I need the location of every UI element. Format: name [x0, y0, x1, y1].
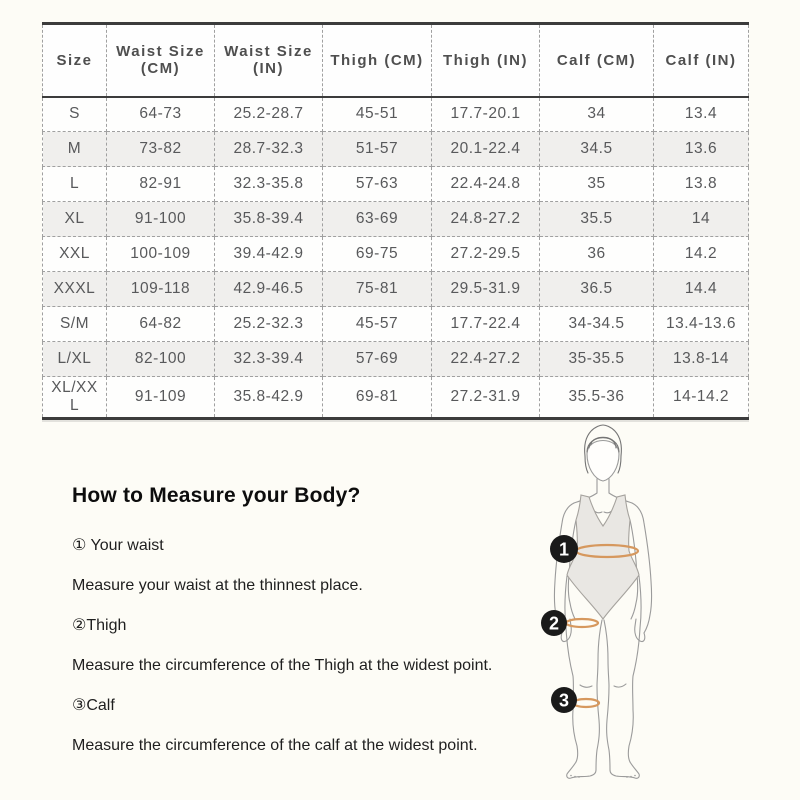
- value-cell: 13.8: [654, 167, 749, 202]
- value-cell: 34: [540, 97, 654, 132]
- table-body: [43, 97, 749, 419]
- size-cell: XL/XXL: [43, 377, 107, 419]
- value-cell: 45-57: [323, 307, 432, 342]
- value-cell: 14-14.2: [654, 377, 749, 419]
- value-cell: 73-82: [107, 132, 215, 167]
- value-cell: 45-51: [323, 97, 432, 132]
- body-figure-svg: [526, 422, 702, 794]
- size-cell: XL: [43, 202, 107, 237]
- value-cell: 82-100: [107, 342, 215, 377]
- value-cell: 34.5: [540, 132, 654, 167]
- size-cell: S: [43, 97, 107, 132]
- body-figure: [526, 422, 702, 794]
- step-label: ③Calf: [72, 697, 115, 714]
- step-description: Measure the circumference of the Thigh at the widest point.: [72, 657, 493, 674]
- size-table: [42, 22, 749, 420]
- size-cell: S/M: [43, 307, 107, 342]
- value-cell: 14.2: [654, 237, 749, 272]
- step-label: ②Thigh: [72, 617, 127, 634]
- step-label: ① Your waist: [72, 537, 164, 554]
- value-cell: 69-75: [323, 237, 432, 272]
- value-cell: 17.7-22.4: [432, 307, 540, 342]
- value-cell: 20.1-22.4: [432, 132, 540, 167]
- column-header: Thigh (IN): [432, 24, 540, 97]
- value-cell: 42.9-46.5: [215, 272, 323, 307]
- column-header: Waist Size (CM): [107, 24, 215, 97]
- table-row: [43, 307, 749, 342]
- value-cell: 17.7-20.1: [432, 97, 540, 132]
- value-cell: 35-35.5: [540, 342, 654, 377]
- value-cell: 100-109: [107, 237, 215, 272]
- column-header: Calf (CM): [540, 24, 654, 97]
- value-cell: 51-57: [323, 132, 432, 167]
- column-header: Size: [43, 24, 107, 97]
- value-cell: 64-82: [107, 307, 215, 342]
- table-row: [43, 97, 749, 132]
- column-header: Thigh (CM): [323, 24, 432, 97]
- column-header: Calf (IN): [654, 24, 749, 97]
- table-header-row: [43, 24, 749, 97]
- size-cell: M: [43, 132, 107, 167]
- value-cell: 35.5: [540, 202, 654, 237]
- table-row: [43, 377, 749, 419]
- value-cell: 35.8-39.4: [215, 202, 323, 237]
- value-cell: 22.4-24.8: [432, 167, 540, 202]
- value-cell: 75-81: [323, 272, 432, 307]
- value-cell: 69-81: [323, 377, 432, 419]
- table-row: [43, 342, 749, 377]
- value-cell: 27.2-31.9: [432, 377, 540, 419]
- size-cell: L: [43, 167, 107, 202]
- step-description: Measure your waist at the thinnest place.: [72, 577, 363, 594]
- table-row: [43, 237, 749, 272]
- value-cell: 36: [540, 237, 654, 272]
- value-cell: 109-118: [107, 272, 215, 307]
- marker-1-label: 1: [558, 539, 570, 560]
- value-cell: 32.3-35.8: [215, 167, 323, 202]
- value-cell: 91-109: [107, 377, 215, 419]
- value-cell: 25.2-32.3: [215, 307, 323, 342]
- table-row: [43, 202, 749, 237]
- value-cell: 34-34.5: [540, 307, 654, 342]
- value-cell: 32.3-39.4: [215, 342, 323, 377]
- value-cell: 13.8-14: [654, 342, 749, 377]
- value-cell: 64-73: [107, 97, 215, 132]
- value-cell: 27.2-29.5: [432, 237, 540, 272]
- value-cell: 22.4-27.2: [432, 342, 540, 377]
- step-description: Measure the circumference of the calf at the widest point.: [72, 737, 478, 754]
- value-cell: 39.4-42.9: [215, 237, 323, 272]
- value-cell: 28.7-32.3: [215, 132, 323, 167]
- table-row: [43, 132, 749, 167]
- value-cell: 57-63: [323, 167, 432, 202]
- value-cell: 57-69: [323, 342, 432, 377]
- value-cell: 24.8-27.2: [432, 202, 540, 237]
- table-row: [43, 167, 749, 202]
- value-cell: 25.2-28.7: [215, 97, 323, 132]
- value-cell: 13.6: [654, 132, 749, 167]
- value-cell: 14.4: [654, 272, 749, 307]
- marker-3-label: 3: [558, 690, 570, 711]
- value-cell: 82-91: [107, 167, 215, 202]
- value-cell: 13.4: [654, 97, 749, 132]
- value-cell: 14: [654, 202, 749, 237]
- measure-section: [72, 484, 552, 778]
- value-cell: 13.4-13.6: [654, 307, 749, 342]
- value-cell: 35.5-36: [540, 377, 654, 419]
- marker-2-label: 2: [548, 613, 560, 634]
- measure-heading: How to Measure your Body?: [72, 484, 361, 507]
- table-row: [43, 272, 749, 307]
- value-cell: 35.8-42.9: [215, 377, 323, 419]
- size-cell: XXXL: [43, 272, 107, 307]
- value-cell: 36.5: [540, 272, 654, 307]
- value-cell: 35: [540, 167, 654, 202]
- value-cell: 91-100: [107, 202, 215, 237]
- measure-steps: [72, 538, 552, 754]
- size-cell: L/XL: [43, 342, 107, 377]
- size-cell: XXL: [43, 237, 107, 272]
- value-cell: 29.5-31.9: [432, 272, 540, 307]
- value-cell: 63-69: [323, 202, 432, 237]
- size-chart: [42, 22, 748, 420]
- column-header: Waist Size (IN): [215, 24, 323, 97]
